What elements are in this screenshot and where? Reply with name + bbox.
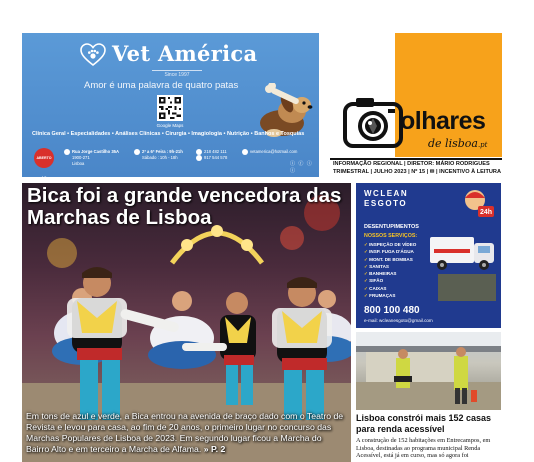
side-news-text: A construção de 152 habitações em Entrecampos, em Lisboa, destinadas ao programa municipal Renda Acessível, está já em curso, mas só agora foi — [356, 437, 491, 459]
construction-photo — [356, 332, 501, 410]
vet-america-since: Since 1997 — [152, 70, 202, 78]
camera-icon — [342, 95, 404, 151]
vet-america-ad[interactable] — [22, 33, 319, 177]
email-icon — [242, 149, 248, 155]
wclean-desentupimentos: DESENTUPIMENTOS — [364, 224, 419, 230]
wclean-services-list — [364, 241, 416, 299]
location-icon — [64, 149, 70, 155]
list-item: ✓ INSP. FUGA D'ÁGUA — [364, 248, 416, 255]
page-reference[interactable]: » P. 2 — [203, 444, 226, 454]
hero-story[interactable] — [22, 183, 351, 462]
list-item: ✓ FRUMAÇAS — [364, 292, 416, 299]
vet-footer — [28, 147, 316, 173]
vet-hours: 2ª a 6ª Feira : 9h-21h Sábado : 10h - 18h — [134, 149, 183, 161]
vet-america-brand: Vet América — [112, 41, 258, 66]
list-item: ✓ SIFÃO — [364, 277, 416, 284]
list-item: ✓ CAIXAS — [364, 285, 416, 292]
worker-24h-icon — [460, 188, 494, 218]
svg-text:24h: 24h — [479, 209, 493, 216]
wclean-work-photo — [438, 274, 496, 301]
wclean-email[interactable]: e-mail: wcleanesgoto@gmail.com — [364, 318, 433, 323]
construction-workers-illustration — [356, 332, 501, 410]
vet-america-slogan: Amor é uma palavra de quatro patas — [84, 80, 239, 91]
list-item: ✓ MONT. DE BOMBAS — [364, 256, 416, 263]
olhares-wordmark: olhares — [400, 107, 486, 135]
truck-illustration — [428, 229, 498, 273]
masthead-info-line-1: INFORMAÇÃO REGIONAL | DIRETOR: MÁRIO RODRIGUES — [333, 161, 490, 167]
social-icons[interactable]: ⓘ ⓕ ⓘ ⓘ — [290, 161, 313, 174]
vet-america-logo — [80, 41, 260, 69]
wclean-phone[interactable]: 800 100 480 — [364, 305, 420, 316]
olhares-de-lisboa-logo[interactable] — [330, 33, 502, 157]
paw-heart-icon — [80, 43, 106, 67]
qr-caption: Google Maps — [156, 123, 184, 128]
vet-email[interactable]: vetamerica@hotmail.com — [242, 149, 297, 155]
vet-services-list: Clínica Geral • Especialidades • Análises Clínicas • Cirurgia • Imagiologia • Nutrição • Banhos e Tosquias — [32, 131, 305, 137]
clock-icon — [134, 149, 140, 155]
masthead-info-line-2: TRIMESTRAL | JULHO 2023 | Nº 15 | ✉ | INCENTIVO À LEITURA — [333, 169, 501, 175]
mobile-icon — [196, 155, 202, 161]
vet-address: Rua Jorge Castilho 35A 1900-271 Lisboa — [64, 149, 119, 166]
wclean-esgoto-ad[interactable] — [356, 183, 501, 328]
wclean-brand: WCLEAN ESGOTO — [364, 189, 409, 208]
list-item: ✓ SANITAS — [364, 263, 416, 270]
wclean-services-title: NOSSOS SERVIÇOS: — [364, 233, 418, 239]
qr-code-icon[interactable] — [157, 95, 183, 121]
olhares-subtitle: de lisboa.pt — [428, 137, 488, 150]
open-sunday-badge: ABERTO — [34, 148, 54, 168]
list-item: ✓ INSPEÇÃO DE VÍDEO — [364, 241, 416, 248]
hero-headline[interactable]: Bica foi a grande vencedora das Marchas de Lisboa — [27, 184, 342, 229]
list-item: ✓ BANHEIRAS — [364, 270, 416, 277]
masthead-info — [330, 158, 502, 178]
side-news-headline[interactable]: Lisboa constrói mais 152 casas para renda acessível — [356, 413, 492, 434]
vet-phones: 218 482 111 917 544 578 — [196, 149, 227, 161]
hero-caption: Em tons de azul e verde, a Bica entrou na avenida de braço dado com o Teatro de Revista e levou para casa, ao fim de 20 anos, o primeiro lugar no concurso das Marchas Populares de Lisboa de 2023. Em segundo lugar ficou a Marcha do Bairro Alto e em terceiro a Marcha de Alfama. » P. 2 — [26, 411, 344, 454]
